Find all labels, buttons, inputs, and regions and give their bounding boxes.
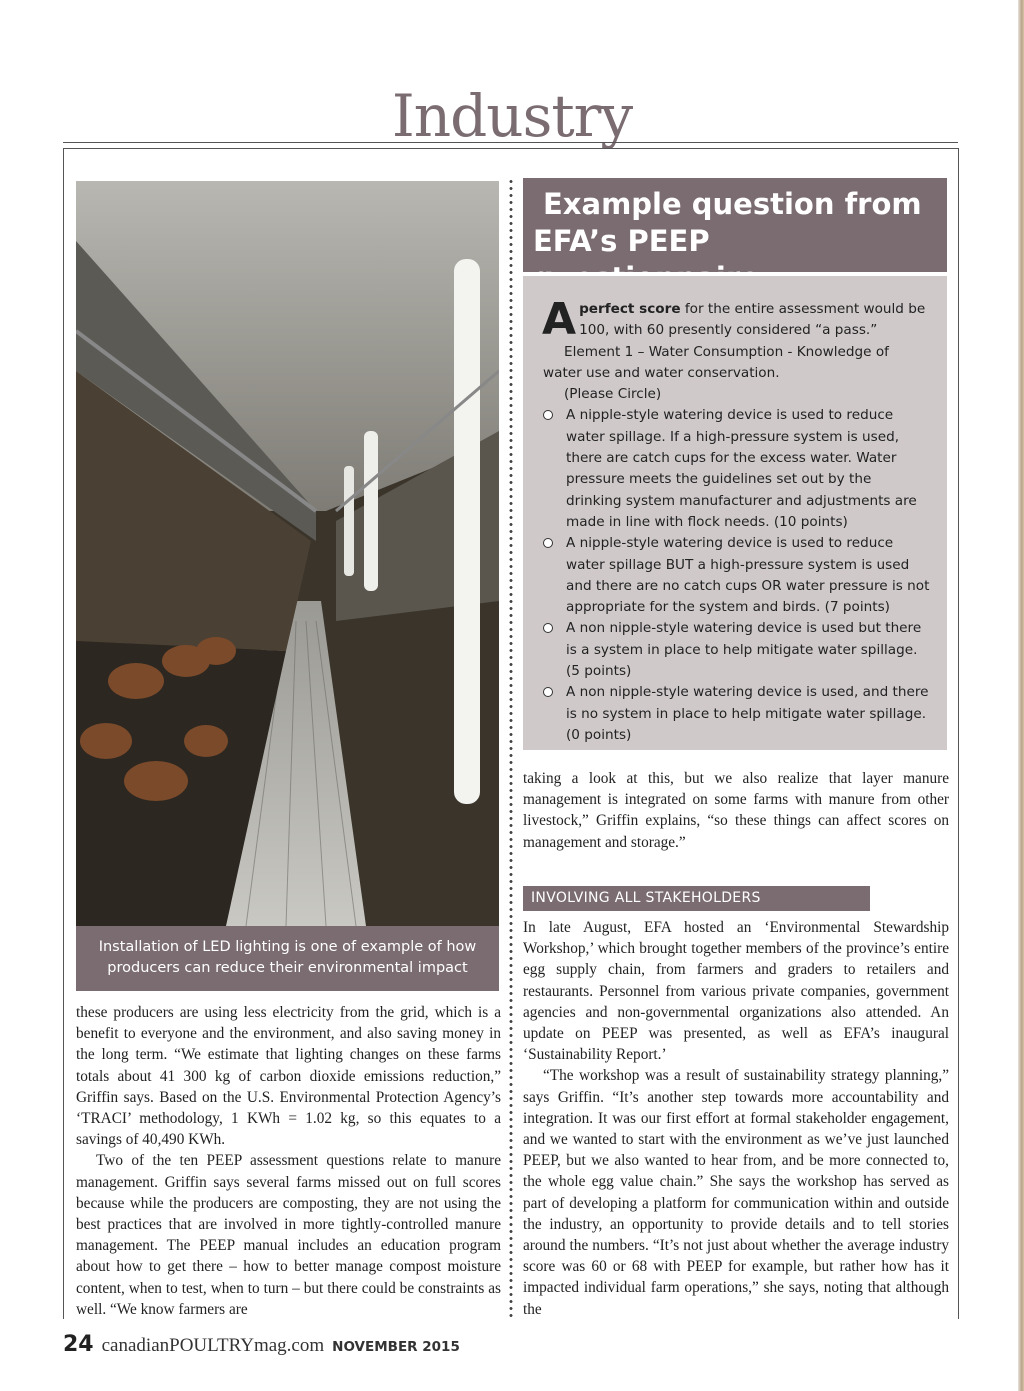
left-paragraph-1: these producers are using less electricity from the grid, which is a benefit to everyone and the environment, and also saving money in the long term. “We estimate that lighting changes on these farms totals about 41 300 kg of carbon dioxide emissions reduction,” Griffin says. Based on the U.S. Environmental Protection Agency’s ‘TRACI’ methodology, 1 KWh = 1.02 kg, so this equates to a savings of 40,490 KWh. [76, 1004, 501, 1149]
right-paragraph-3: “The workshop was a result of sustainability strategy planning,” says Griffin. “It’s another step towards more accountability and integration. It was our first effort at formal stakeholder engagement, and we wanted to start with the environment as we’ve just launched PEEP, but we also wanted to hear from, and be more connected to, the whole egg value chain.” She says the workshop has served as part of developing a platform for communication within and outside the industry, an opportunity to provide details and to tell stories around the numbers. “It’s not just about whether the average industry score was 60 or 68 with PEEP for example, but rather how has it impacted individual farm operations,” she says, noting that although the [523, 1067, 949, 1318]
right-column-top-text [523, 768, 949, 853]
option-text: A nipple-style watering device is used to reduce water spillage BUT a high-pressure system is used and there are no catch cups OR water pressure is not appropriate for the system and birds. (7 points) [566, 535, 930, 616]
option-text: A nipple-style watering device is used to reduce water spillage. If a high-pressure system is used, there are catch cups for the excess water. Water pressure meets the guidelines set out by the drinking system manufacturer and adjustments are made in line with flock needs. (10 points) [566, 407, 917, 530]
sidebar-lead [542, 294, 931, 345]
option-text: A non nipple-style watering device is used, and there is no system in place to help mitigate water spillage. (0 points) [566, 684, 929, 743]
page-footer [63, 1330, 460, 1360]
radio-circle-icon [543, 410, 553, 420]
answer-option [543, 618, 931, 682]
circle-note: (Please Circle) [564, 386, 662, 403]
photo-caption [76, 926, 499, 991]
drop-cap: A [542, 294, 577, 345]
sidebar-title-line-1: Example question from [543, 187, 922, 221]
lead-bold: perfect score [579, 301, 681, 317]
column-divider [509, 178, 513, 1318]
sidebar-box [523, 276, 947, 750]
issue-date: NOVEMBER 2015 [332, 1339, 460, 1355]
page-edge [1018, 0, 1024, 1391]
answer-option [543, 405, 931, 533]
section-title: Industry [391, 82, 633, 150]
right-column-text [523, 917, 949, 1320]
lead-rest: for the entire assessment would be 100, with 60 presently considered “a pass.” [579, 301, 926, 339]
radio-circle-icon [543, 687, 553, 697]
title-rule [63, 142, 958, 143]
caption-line-2: producers can reduce their environmental impact [107, 960, 468, 976]
element-line: Element 1 – Water Consumption - Knowledge of water use and water conservation. [543, 343, 889, 381]
answer-option [543, 682, 931, 746]
website: canadianPOULTRYmag.com [101, 1335, 325, 1356]
radio-circle-icon [543, 623, 553, 633]
sidebar-title-line-2: EFA’s PEEP [533, 224, 710, 258]
left-paragraph-2: Two of the ten PEEP assessment questions relate to manure management. Griffin says several farms missed out on full scores because while the producers are composting, they are not using the best practices that are involved in more tightly-controlled manure management. The PEEP manual includes an education program about how to get there – how to better manage compost moisture content, when to test, when to turn – but there could be constraints as well. “We know farmers are [76, 1152, 501, 1318]
right-paragraph-2: In late August, EFA hosted an ‘Environmental Stewardship Workshop,’ which brought together members of the province’s entire egg supply chain, from farmers and graders to retailers and restaurants. Personnel from various private companies, government agencies and non-governmental organizations also attended. An update on PEEP was presented, as well as EFA’s inaugural ‘Sustainability Report.’ [523, 919, 949, 1064]
option-text: A non nipple-style watering device is used but there is a system in place to help mitigate water spillage. (5 points) [566, 620, 922, 680]
page-number: 24 [63, 1332, 94, 1357]
caption-line-1: Installation of LED lighting is one of example of how [98, 939, 477, 955]
subheading: INVOLVING ALL STAKEHOLDERS [523, 886, 870, 911]
sidebar-title [523, 178, 947, 272]
radio-circle-icon [543, 538, 553, 548]
right-paragraph-1: taking a look at this, but we also realize that layer manure management is integrated on some farms with manure from other livestock,” Griffin explains, “so these things can affect scores on management and storage.” [523, 770, 949, 851]
left-column-text [76, 1002, 501, 1320]
answer-option [543, 533, 931, 618]
barn-photo [76, 181, 499, 926]
